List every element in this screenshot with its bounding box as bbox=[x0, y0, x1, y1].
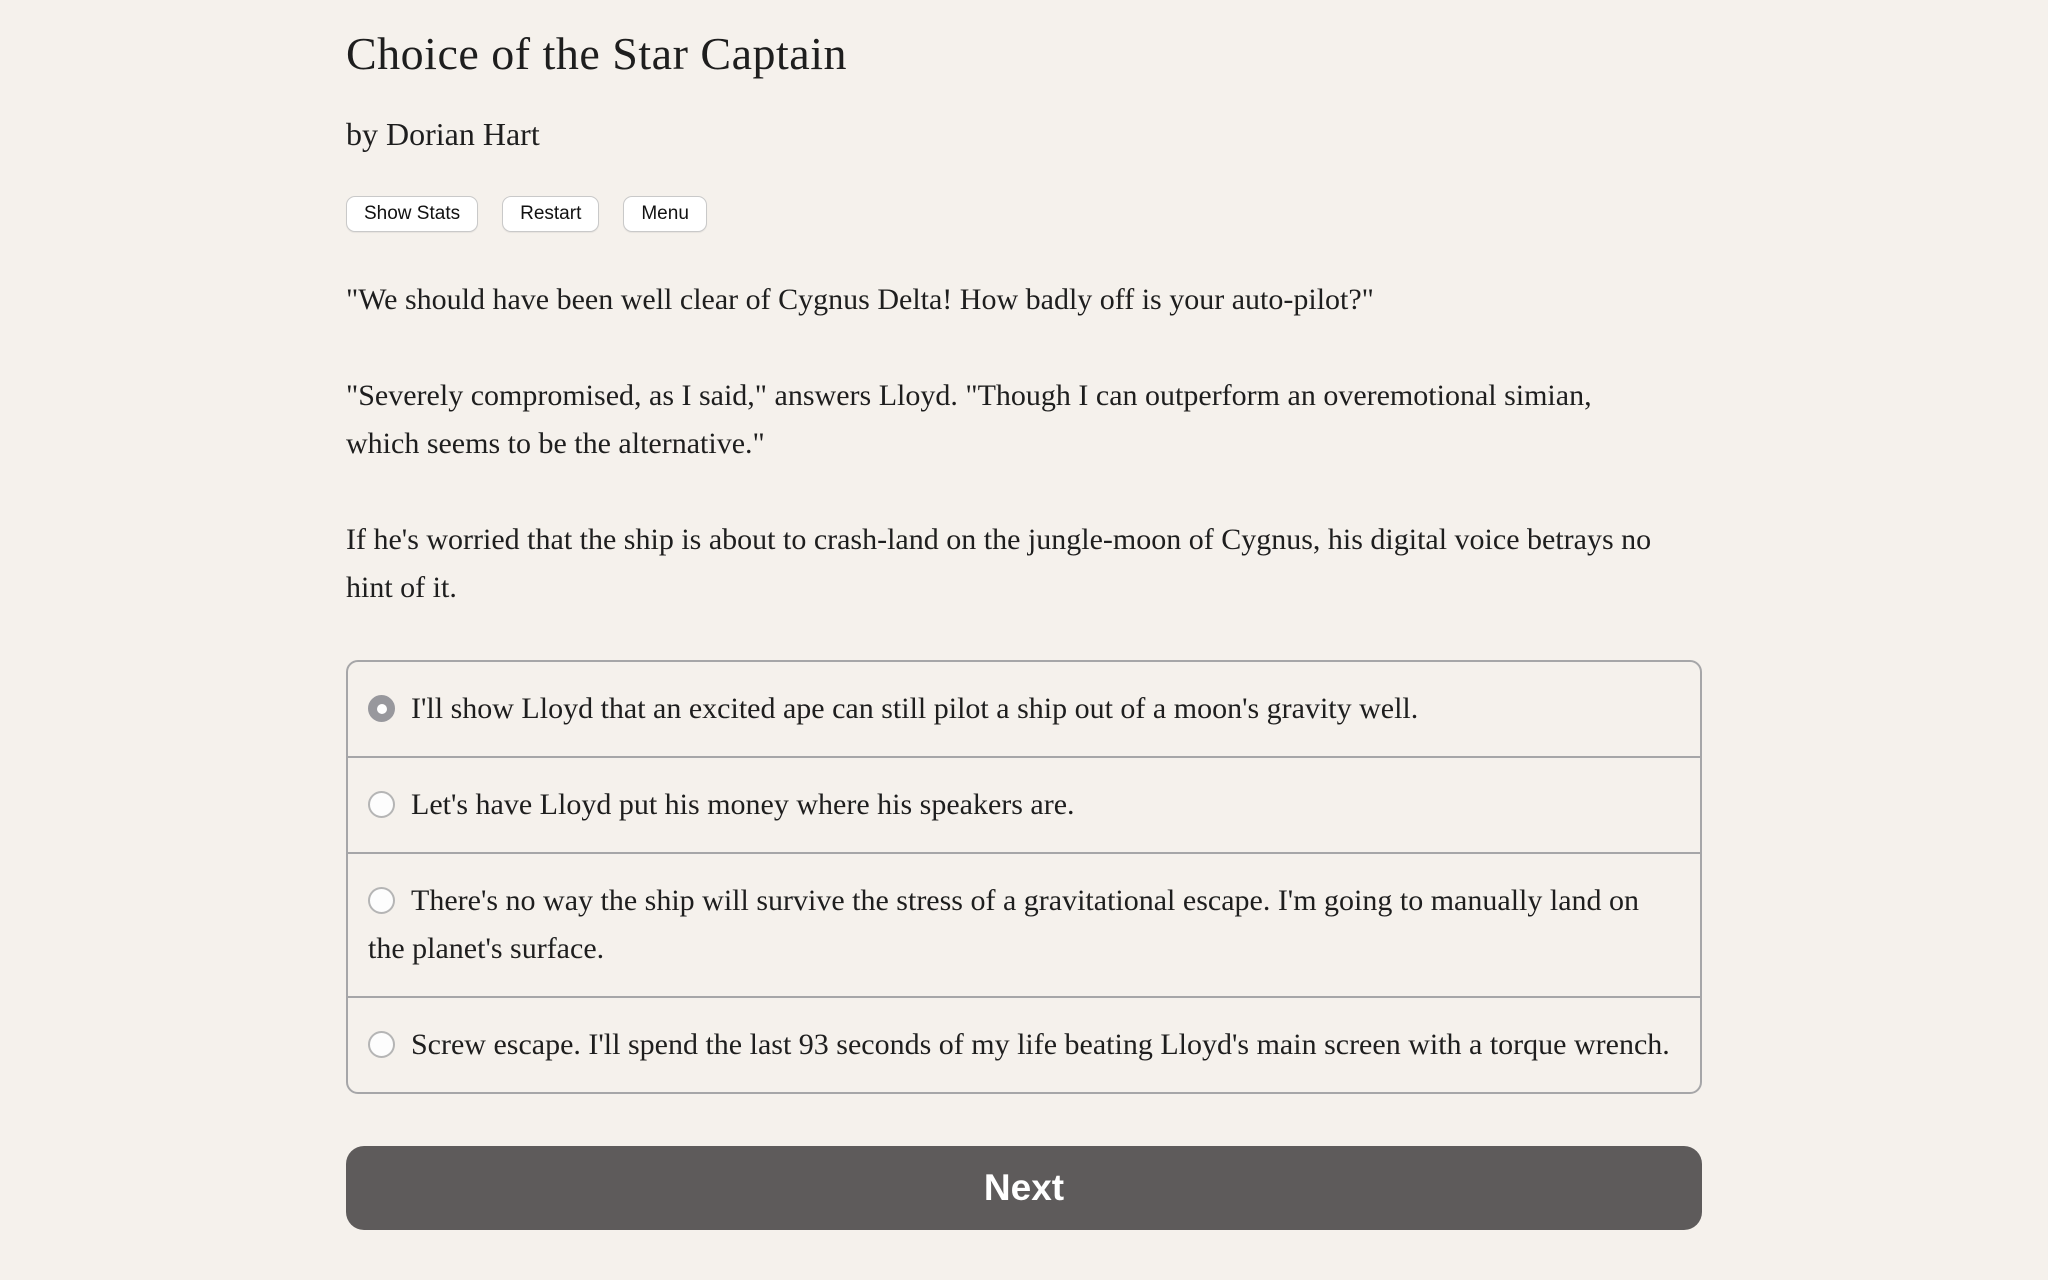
game-author: by Dorian Hart bbox=[346, 116, 540, 152]
choice-option[interactable] bbox=[348, 852, 1700, 996]
choice-option[interactable] bbox=[348, 996, 1700, 1092]
choice-option-label: Let's have Lloyd put his money where his speakers are. bbox=[411, 788, 1075, 821]
next-button[interactable]: Next bbox=[346, 1146, 1702, 1230]
story-paragraph: "Severely compromised, as I said," answers Lloyd. "Though I can outperform an overemotional simian, which seems to be the alternative." bbox=[346, 379, 1592, 460]
show-stats-button[interactable]: Show Stats bbox=[346, 196, 478, 232]
radio-unselected-icon[interactable] bbox=[368, 1031, 395, 1058]
choices-box bbox=[346, 660, 1702, 1094]
game-page bbox=[346, 0, 1702, 1230]
menu-button[interactable]: Menu bbox=[623, 196, 707, 232]
toolbar bbox=[346, 196, 1702, 232]
restart-button[interactable]: Restart bbox=[502, 196, 599, 232]
choice-option-label: There's no way the ship will survive the stress of a gravitational escape. I'm going to manually land on the planet's surface. bbox=[368, 884, 1640, 965]
story-paragraph: If he's worried that the ship is about to crash-land on the jungle-moon of Cygnus, his digital voice betrays no hint of it. bbox=[346, 523, 1652, 604]
choice-option-label: Screw escape. I'll spend the last 93 seconds of my life beating Lloyd's main screen with a torque wrench. bbox=[411, 1028, 1670, 1061]
story-text bbox=[346, 276, 1702, 612]
choice-option[interactable] bbox=[348, 662, 1700, 756]
radio-unselected-icon[interactable] bbox=[368, 791, 395, 818]
choice-option[interactable] bbox=[348, 756, 1700, 852]
story-paragraph: "We should have been well clear of Cygnus Delta! How badly off is your auto-pilot?" bbox=[346, 283, 1374, 316]
radio-selected-icon[interactable] bbox=[368, 695, 395, 722]
choice-option-label: I'll show Lloyd that an excited ape can still pilot a ship out of a moon's gravity well. bbox=[411, 692, 1419, 725]
radio-unselected-icon[interactable] bbox=[368, 887, 395, 914]
game-title: Choice of the Star Captain bbox=[346, 28, 847, 79]
